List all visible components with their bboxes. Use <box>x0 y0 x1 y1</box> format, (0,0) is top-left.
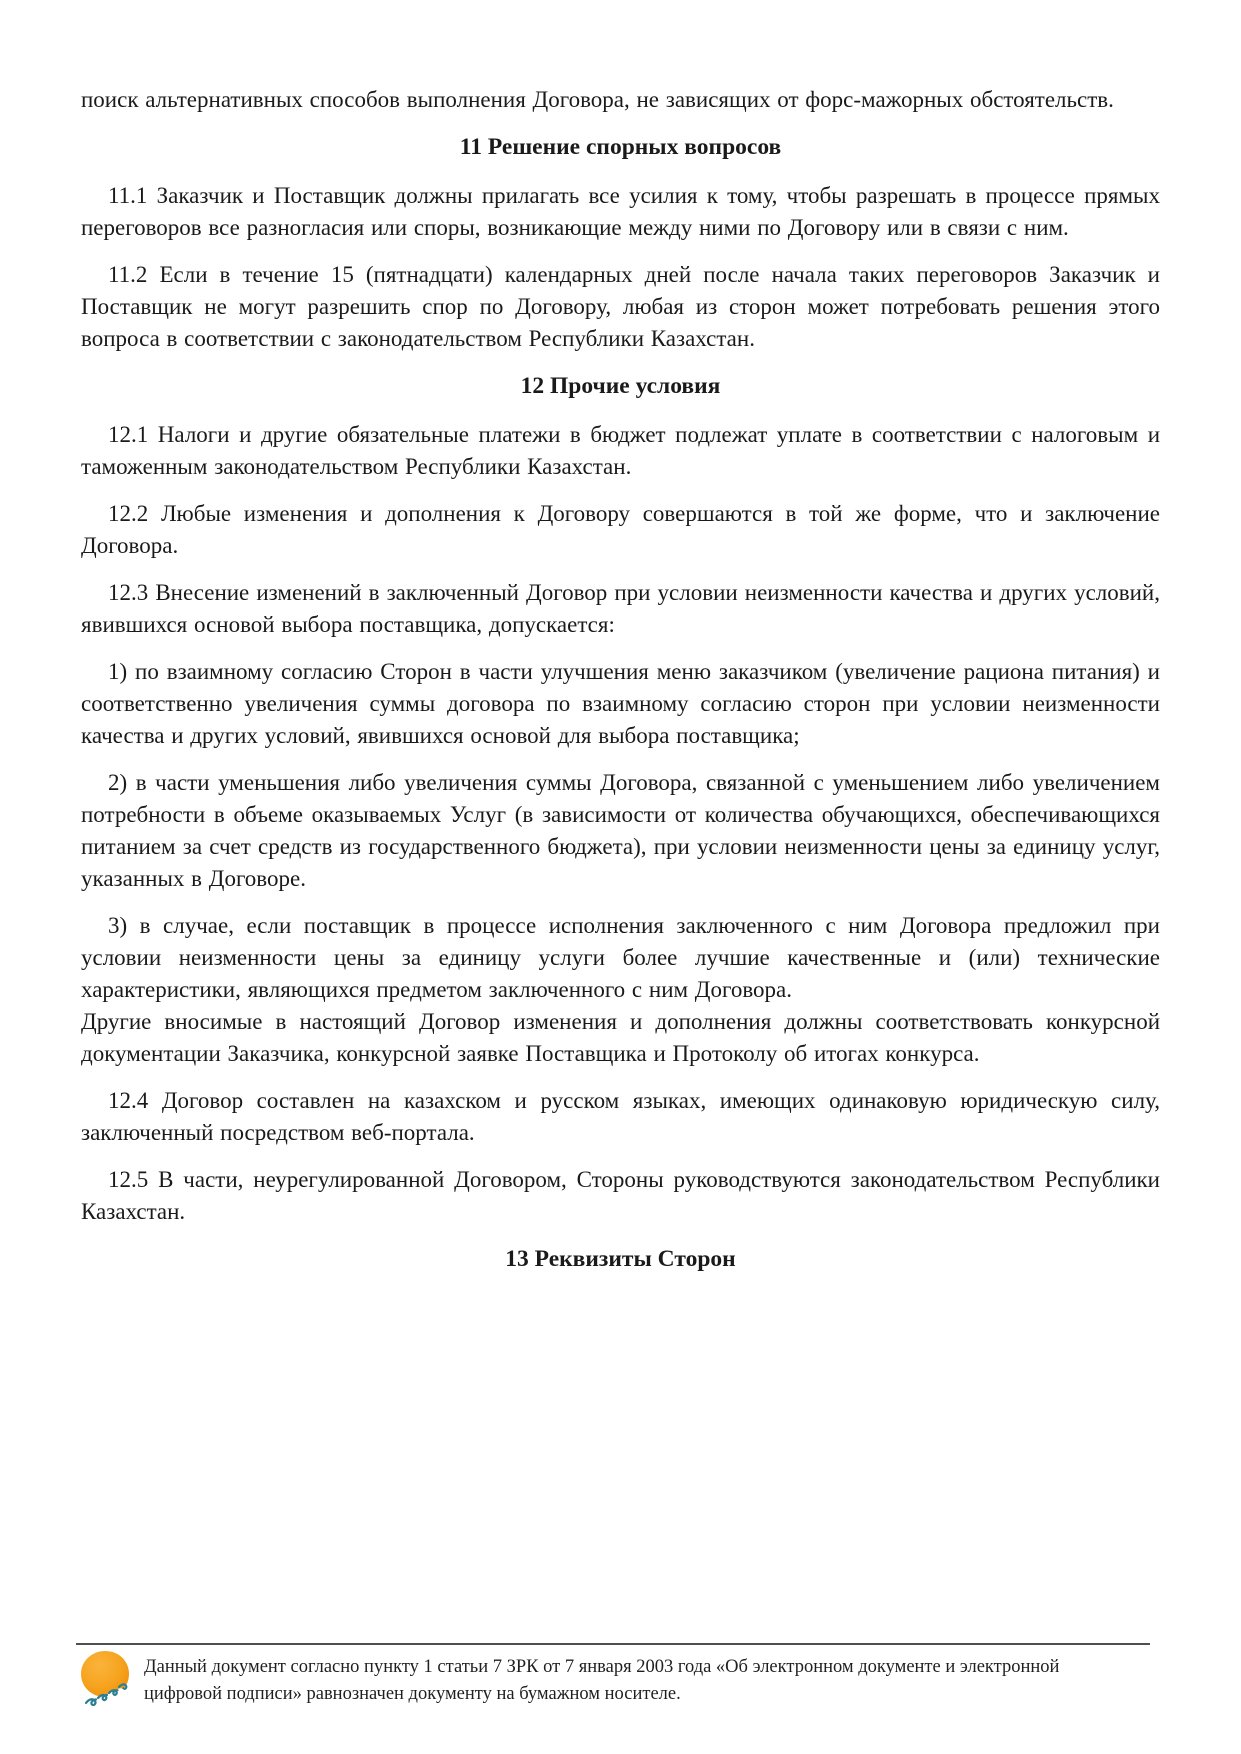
paragraph-12-4: 12.4 Договор составлен на казахском и русском языках, имеющих одинаковую юридическую силу, заключенный посредством веб-портала. <box>81 1088 1160 1145</box>
section-heading-11: 11 Решение спорных вопросов <box>459 134 782 160</box>
section-heading-12: 12 Прочие условия <box>520 373 721 399</box>
paragraph-12-5: 12.5 В части, неурегулированной Договором, Стороны руководствуются законодательством Республики Казахстан. <box>81 1167 1160 1224</box>
paragraph-12-3-other-changes: Другие вносимые в настоящий Договор изменения и дополнения должны соответствовать конкурсной документации Заказчика, конкурсной заявке Поставщика и Протоколу об итогах конкурса. <box>81 1009 1160 1066</box>
paragraph-11-1: 11.1 Заказчик и Поставщик должны прилагать все усилия к тому, чтобы разрешать в процессе прямых переговоров все разногласия или споры, возникающие между ними по Договору или в связи с ним. <box>81 183 1160 240</box>
footer-legal-note: Данный документ согласно пункту 1 статьи 7 ЗРК от 7 января 2003 года «Об электронном документе и электронной цифровой подписи» равнозначен документу на бумажном носителе. <box>144 1657 1060 1704</box>
paragraph-12-2: 12.2 Любые изменения и дополнения к Договору совершаются в той же форме, что и заключение Договора. <box>81 501 1160 558</box>
paragraph-12-3-item-3: 3) в случае, если поставщик в процессе исполнения заключенного с ним Договора предложил при условии неизменности цены за единицу услуги более лучшие качественные и (или) технические характеристики, являющихся предметом заключенного с ним Договора. <box>81 913 1160 1002</box>
paragraph-12-3-item-1: 1) по взаимному согласию Сторон в части улучшения меню заказчиком (увеличение рациона питания) и соответственно увеличения суммы договора по взаимному согласию сторон при условии неизменности качества и других условий, явившихся основой для выбора поставщика; <box>81 659 1160 748</box>
footer-divider-line <box>76 1643 1150 1645</box>
paragraph-12-1: 12.1 Налоги и другие обязательные платежи в бюджет подлежат уплате в соответствии с налоговым и таможенным законодательством Республики Казахстан. <box>81 422 1160 479</box>
paragraph-force-majeure-continuation: поиск альтернативных способов выполнения Договора, не зависящих от форс-мажорных обстоятельств. <box>81 87 1114 112</box>
paragraph-11-2: 11.2 Если в течение 15 (пятнадцати) календарных дней после начала таких переговоров Заказчик и Поставщик не могут разрешить спор по Договору, любая из сторон может потребовать решения этого вопроса в соответствии с законодательством Республики Казахстан. <box>81 262 1160 351</box>
footer <box>76 1647 1116 1711</box>
section-heading-13: 13 Реквизиты Сторон <box>505 1246 736 1272</box>
paragraph-12-3-item-2: 2) в части уменьшения либо увеличения суммы Договора, связанной с уменьшением либо увеличением потребности в объеме оказываемых Услуг (в зависимости от количества обучающихся, обеспечивающихся питанием за счет средств из государственного бюджета), при условии неизменности цены за единицу услуг, указанных в Договоре. <box>81 770 1160 891</box>
paragraph-12-3: 12.3 Внесение изменений в заключенный Договор при условии неизменности качества и других условий, явившихся основой выбора поставщика, допускается: <box>81 580 1160 637</box>
document-body <box>81 84 1160 1292</box>
goszakup-logo-icon <box>76 1647 134 1711</box>
